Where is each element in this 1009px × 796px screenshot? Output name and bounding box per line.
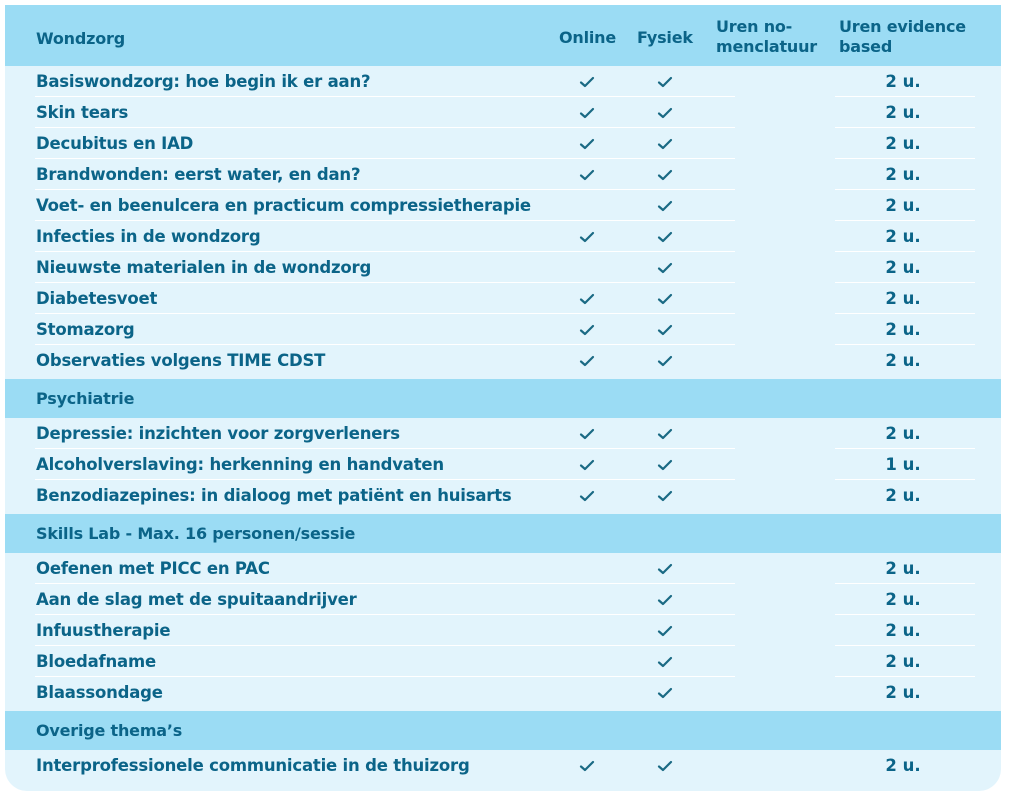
section-title: Psychiatrie bbox=[36, 388, 135, 408]
evidence-hours: 2 u. bbox=[885, 258, 921, 277]
course-title: Infecties in de wondzorg bbox=[36, 227, 261, 246]
table-row bbox=[5, 252, 1001, 283]
check-icon bbox=[575, 290, 599, 308]
check-icon bbox=[653, 197, 677, 215]
evidence-hours: 2 u. bbox=[885, 683, 921, 702]
course-title: Voet- en beenulcera en practicum compressietherapie bbox=[36, 196, 531, 215]
check-icon bbox=[653, 104, 677, 122]
evidence-hours: 2 u. bbox=[885, 486, 921, 505]
check-icon bbox=[653, 259, 677, 277]
check-icon bbox=[653, 425, 677, 443]
check-icon bbox=[575, 73, 599, 91]
section-header bbox=[5, 5, 1001, 66]
column-header-evidence: Uren evidence bbox=[839, 17, 966, 36]
check-icon bbox=[575, 425, 599, 443]
course-title: Bloedafname bbox=[36, 652, 156, 671]
table-row bbox=[5, 615, 1001, 646]
course-table bbox=[5, 5, 1001, 791]
check-icon bbox=[575, 104, 599, 122]
column-header-nomenclatuur: menclatuur bbox=[716, 37, 818, 56]
evidence-hours: 2 u. bbox=[885, 103, 921, 122]
table-row bbox=[5, 750, 1001, 781]
check-icon bbox=[575, 757, 599, 775]
evidence-hours: 2 u. bbox=[885, 165, 921, 184]
evidence-hours: 2 u. bbox=[885, 320, 921, 339]
course-title: Blaassondage bbox=[36, 683, 163, 702]
evidence-hours: 2 u. bbox=[885, 227, 921, 246]
table-row bbox=[5, 646, 1001, 677]
check-icon bbox=[653, 352, 677, 370]
table-row bbox=[5, 159, 1001, 190]
table-row bbox=[5, 584, 1001, 615]
check-icon bbox=[575, 135, 599, 153]
check-icon bbox=[653, 321, 677, 339]
section-title: Wondzorg bbox=[36, 28, 125, 48]
column-header-fysiek: Fysiek bbox=[637, 28, 693, 47]
check-icon bbox=[575, 456, 599, 474]
column-header-online: Online bbox=[559, 28, 617, 47]
evidence-hours: 2 u. bbox=[885, 134, 921, 153]
evidence-hours: 1 u. bbox=[885, 455, 921, 474]
course-title: Brandwonden: eerst water, en dan? bbox=[36, 165, 361, 184]
table-row bbox=[5, 221, 1001, 252]
section-header bbox=[5, 514, 1001, 553]
course-title: Aan de slag met de spuitaandrijver bbox=[36, 590, 357, 609]
check-icon bbox=[653, 290, 677, 308]
evidence-hours: 2 u. bbox=[885, 756, 921, 775]
check-icon bbox=[653, 653, 677, 671]
table-row bbox=[5, 97, 1001, 128]
course-title: Depressie: inzichten voor zorgverleners bbox=[36, 424, 400, 443]
evidence-hours: 2 u. bbox=[885, 590, 921, 609]
check-icon bbox=[653, 622, 677, 640]
course-title: Observaties volgens TIME CDST bbox=[36, 351, 326, 370]
evidence-hours: 2 u. bbox=[885, 652, 921, 671]
course-title: Nieuwste materialen in de wondzorg bbox=[36, 258, 372, 277]
table-row bbox=[5, 449, 1001, 480]
check-icon bbox=[575, 321, 599, 339]
table-row bbox=[5, 345, 1001, 376]
column-header-evidence: based bbox=[839, 37, 893, 56]
check-icon bbox=[653, 591, 677, 609]
check-icon bbox=[653, 228, 677, 246]
table-row bbox=[5, 66, 1001, 97]
evidence-hours: 2 u. bbox=[885, 289, 921, 308]
check-icon bbox=[653, 456, 677, 474]
course-title: Stomazorg bbox=[36, 320, 135, 339]
section-title: Skills Lab - Max. 16 personen/sessie bbox=[36, 523, 356, 543]
evidence-hours: 2 u. bbox=[885, 196, 921, 215]
column-header-nomenclatuur: Uren no- bbox=[716, 17, 793, 36]
table-row bbox=[5, 418, 1001, 449]
table-row bbox=[5, 283, 1001, 314]
check-icon bbox=[653, 487, 677, 505]
section-header bbox=[5, 711, 1001, 750]
course-title: Oefenen met PICC en PAC bbox=[36, 559, 270, 578]
check-icon bbox=[575, 166, 599, 184]
section-header bbox=[5, 379, 1001, 418]
evidence-hours: 2 u. bbox=[885, 559, 921, 578]
course-title: Diabetesvoet bbox=[36, 289, 158, 308]
course-title: Interprofessionele communicatie in de thuizorg bbox=[36, 756, 470, 775]
check-icon bbox=[653, 166, 677, 184]
check-icon bbox=[653, 73, 677, 91]
section-title: Overige thema’s bbox=[36, 720, 183, 740]
evidence-hours: 2 u. bbox=[885, 351, 921, 370]
check-icon bbox=[653, 684, 677, 702]
table-row bbox=[5, 553, 1001, 584]
check-icon bbox=[575, 228, 599, 246]
check-icon bbox=[653, 757, 677, 775]
check-icon bbox=[575, 487, 599, 505]
table-row bbox=[5, 677, 1001, 708]
check-icon bbox=[575, 352, 599, 370]
table-row bbox=[5, 128, 1001, 159]
table-row bbox=[5, 190, 1001, 221]
check-icon bbox=[653, 560, 677, 578]
evidence-hours: 2 u. bbox=[885, 72, 921, 91]
course-title: Decubitus en IAD bbox=[36, 134, 194, 153]
table-row bbox=[5, 480, 1001, 511]
check-icon bbox=[653, 135, 677, 153]
evidence-hours: 2 u. bbox=[885, 621, 921, 640]
course-title: Benzodiazepines: in dialoog met patiënt en huisarts bbox=[36, 486, 512, 505]
course-title: Skin tears bbox=[36, 103, 129, 122]
table-row bbox=[5, 314, 1001, 345]
course-title: Alcoholverslaving: herkenning en handvaten bbox=[36, 455, 444, 474]
course-title: Infuustherapie bbox=[36, 621, 171, 640]
course-title: Basiswondzorg: hoe begin ik er aan? bbox=[36, 72, 371, 91]
evidence-hours: 2 u. bbox=[885, 424, 921, 443]
